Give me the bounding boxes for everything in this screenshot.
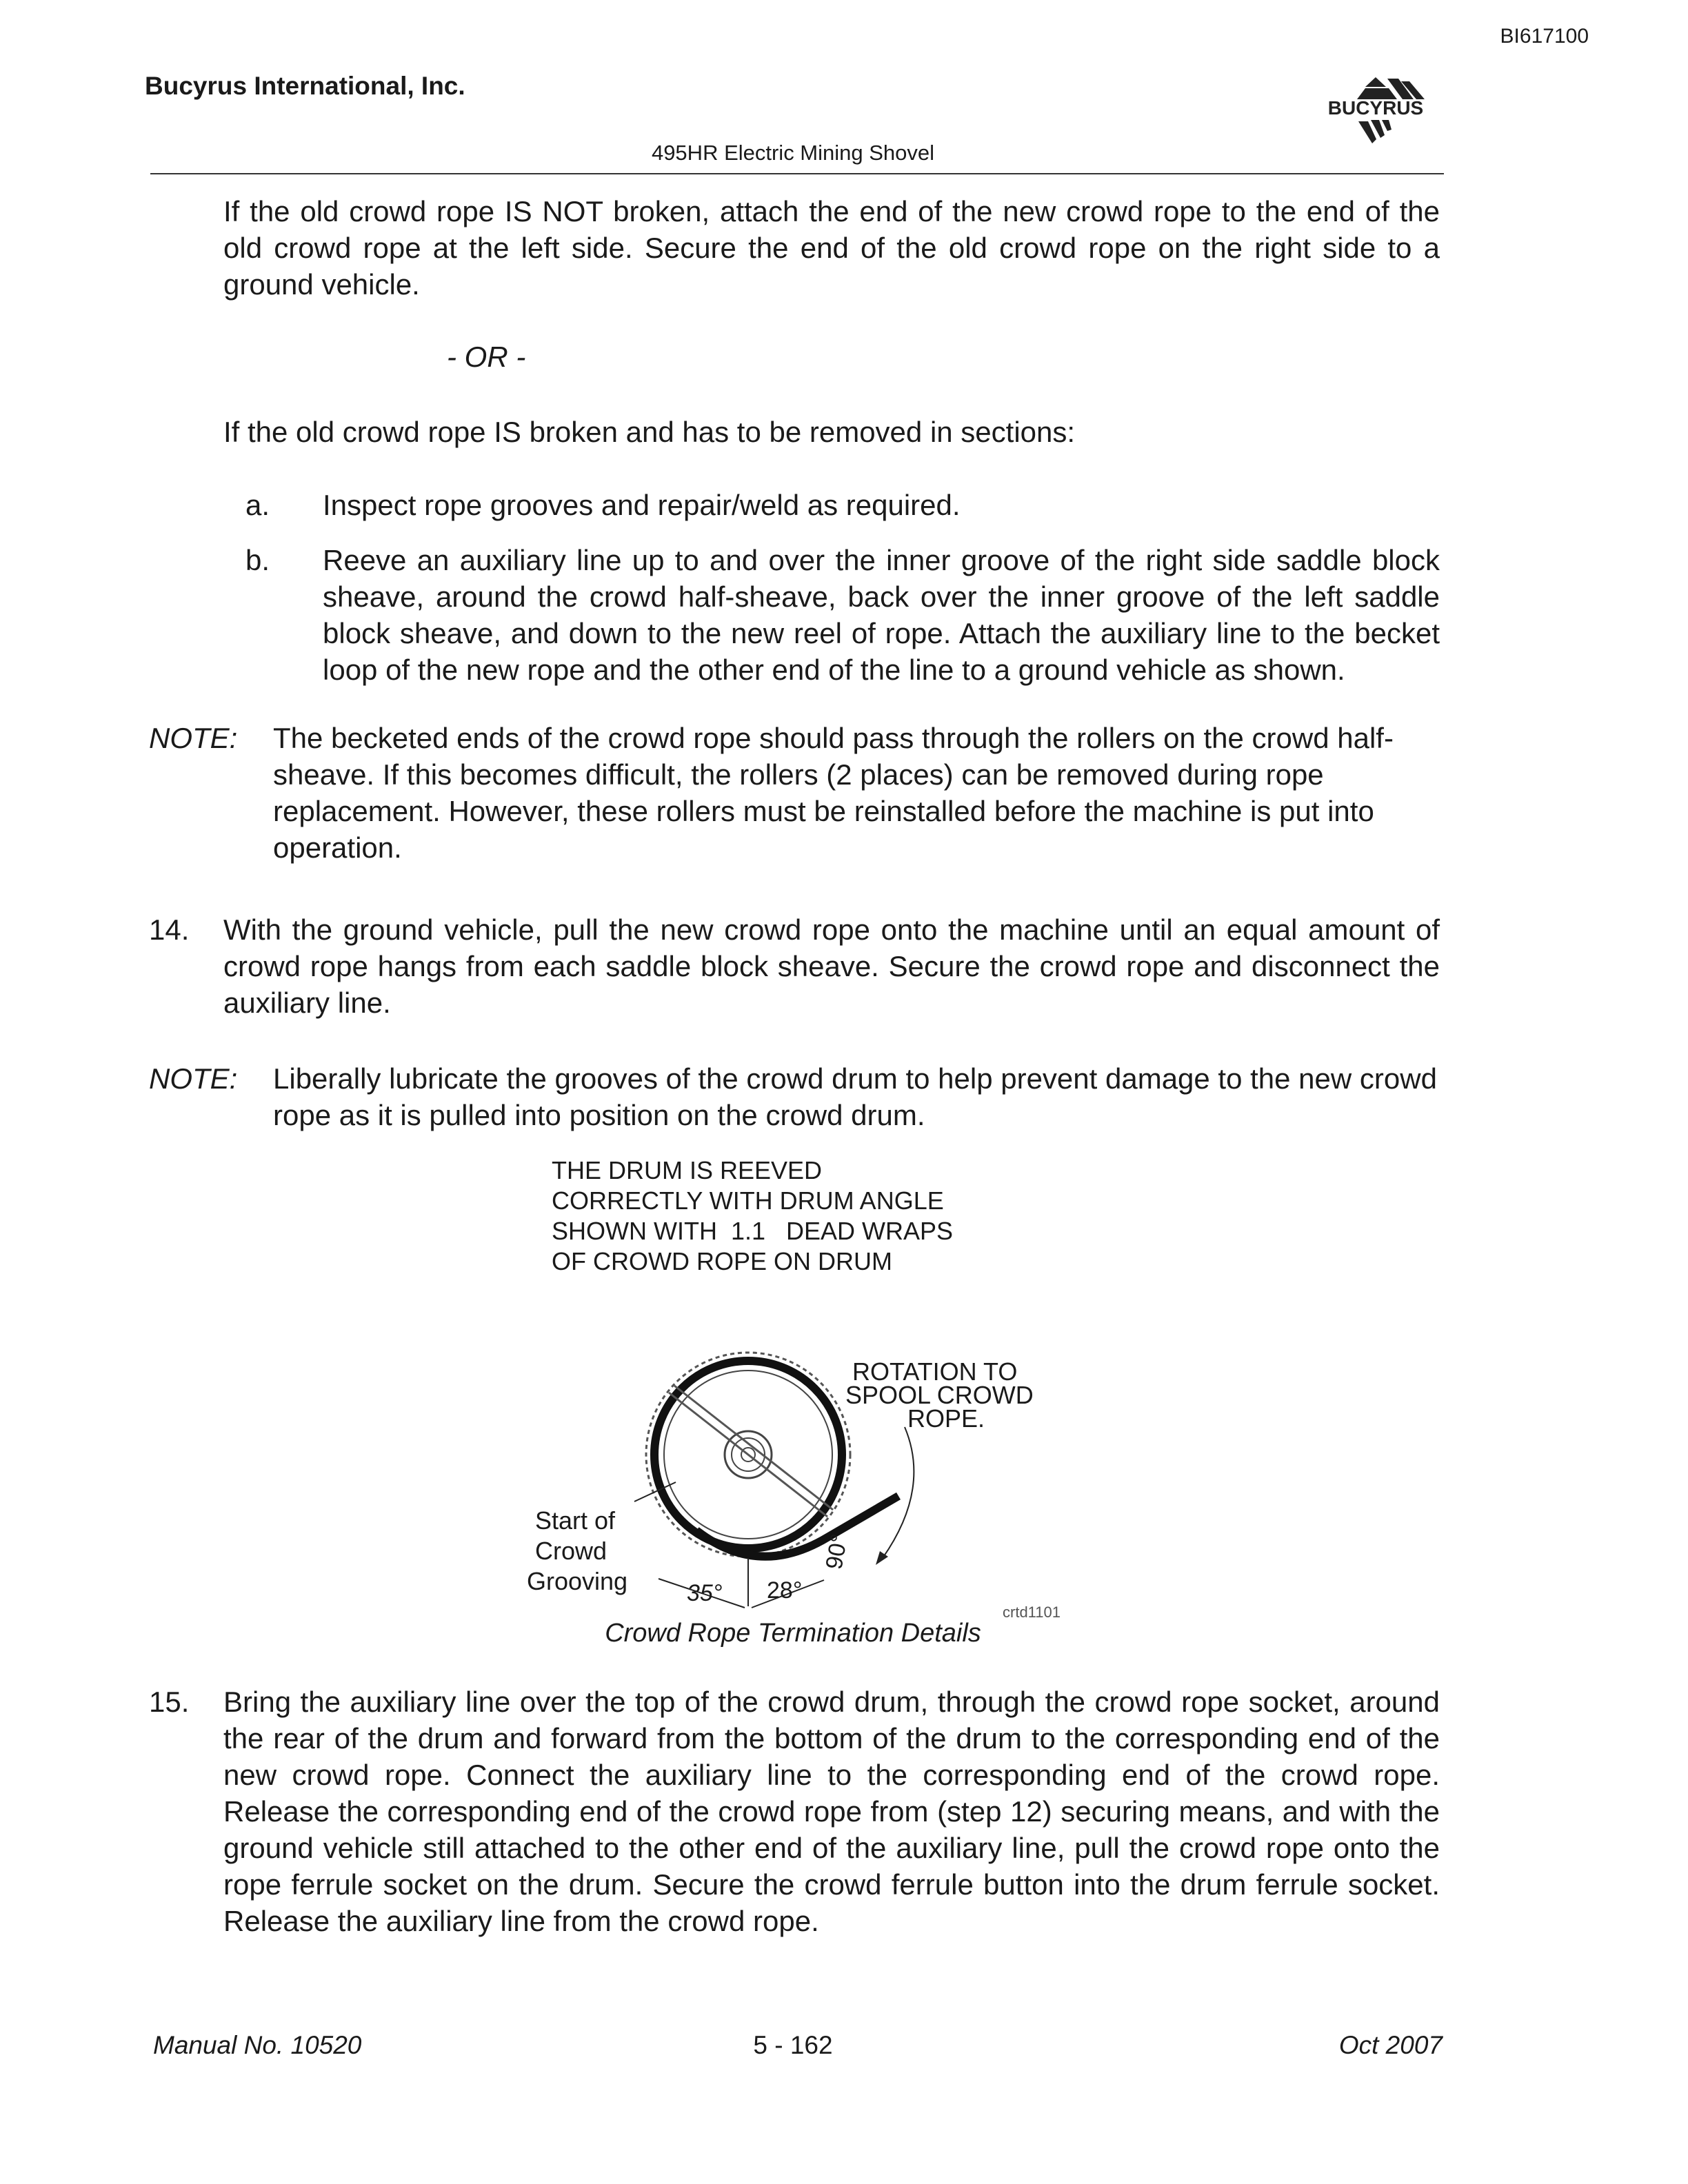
note-1-label: NOTE: <box>149 722 238 754</box>
figure-note-line: THE DRUM IS REEVED <box>552 1156 823 1184</box>
intro-paragraph: If the old crowd rope IS NOT broken, attach the end of the new crowd rope to the end of the old crowd rope at the left side. Secure the end of the old crowd rope on the right side to a ground vehicle. <box>223 195 1440 301</box>
or-separator: - OR - <box>447 341 526 373</box>
socket-line-2 <box>674 1386 833 1510</box>
header-rule <box>150 173 1444 174</box>
figure-note <box>552 1155 1034 1277</box>
start-label-line: Start of <box>535 1506 616 1535</box>
note-1-text: The becketed ends of the crowd rope should pass through the rollers on the crowd half-sheave. If this becomes difficult, the rollers (2 places) can be removed during rope replacement. However, these rollers must be reinstalled before the machine is put into operation. <box>273 722 1394 864</box>
start-label-line: Crowd <box>535 1537 607 1565</box>
rotation-arc <box>883 1427 914 1558</box>
note-2-label: NOTE: <box>149 1062 238 1095</box>
angle-90-label: 90° <box>821 1532 853 1572</box>
step-b-label: b. <box>245 544 270 576</box>
step-a-label: a. <box>245 489 270 521</box>
rotation-label-line: ROTATION TO <box>852 1357 1018 1386</box>
footer-manual-number: Manual No. 10520 <box>153 2031 362 2059</box>
angle-35-label: 35° <box>687 1580 723 1606</box>
figure-note-line: SHOWN WITH 1.1 DEAD WRAPS <box>552 1217 954 1245</box>
bucyrus-logo <box>1310 72 1441 149</box>
step-15-text: Bring the auxiliary line over the top of the crowd drum, through the crowd rope socket, around the rear of the drum and forward from the bottom of the drum to the corresponding end of the new crowd rope. Connect the auxiliary line to the corresponding end of the crowd rope. Release the corresponding end of the crowd rope from (step 12) securing means, and with the ground vehicle still attached to the other end of the auxiliary line, pull the crowd rope onto the rope ferrule socket on the drum. Secure the crowd ferrule button into the drum ferrule socket. Release the auxiliary line from the crowd rope. <box>223 1686 1440 1937</box>
step-14-text: With the ground vehicle, pull the new crowd rope onto the machine until an equal amount of crowd rope hangs from each saddle block sheave. Secure the crowd rope and disconnect the auxiliary line. <box>223 913 1440 1019</box>
step-15-label: 15. <box>149 1686 190 1718</box>
rotation-label-line: SPOOL CROWD <box>845 1381 1034 1409</box>
crowd-drum-diagram <box>510 1351 1145 1641</box>
broken-rope-intro: If the old crowd rope IS broken and has to be removed in sections: <box>223 416 1076 448</box>
figure-note-line: OF CROWD ROPE ON DRUM <box>552 1247 892 1275</box>
step-b-text: Reeve an auxiliary line up to and over the inner groove of the right side saddle block sheave, around the crowd half-sheave, back over the inner groove of the left saddle block sheave, and down to the new reel of rope. Attach the auxiliary line to the becket loop of the new rope and the other end of the line to a ground vehicle as shown. <box>323 544 1440 686</box>
figure-caption: Crowd Rope Termination Details <box>605 1619 981 1648</box>
footer-date: Oct 2007 <box>1338 2031 1443 2059</box>
angle-28-label: 28° <box>767 1577 803 1604</box>
document-id: BI617100 <box>1500 25 1589 48</box>
company-name: Bucyrus International, Inc. <box>145 72 465 100</box>
socket-line <box>669 1393 827 1517</box>
rope-tail <box>696 1496 898 1557</box>
step-14-label: 14. <box>149 913 190 946</box>
note-2-text: Liberally lubricate the grooves of the crowd drum to help prevent damage to the new crowd rope as it is pulled into position on the crowd drum. <box>273 1062 1437 1131</box>
step-a-text: Inspect rope grooves and repair/weld as required. <box>323 489 961 521</box>
document-subtitle: 495HR Electric Mining Shovel <box>651 141 935 165</box>
figure-code: crtd1101 <box>1003 1604 1061 1621</box>
footer-page-number: 5 - 162 <box>753 2031 833 2059</box>
logo-text: BUCYRUS <box>1327 97 1424 119</box>
figure-note-line: CORRECTLY WITH DRUM ANGLE <box>552 1186 944 1215</box>
start-label-line: Grooving <box>527 1567 628 1595</box>
rotation-label-line: ROPE. <box>907 1404 985 1433</box>
